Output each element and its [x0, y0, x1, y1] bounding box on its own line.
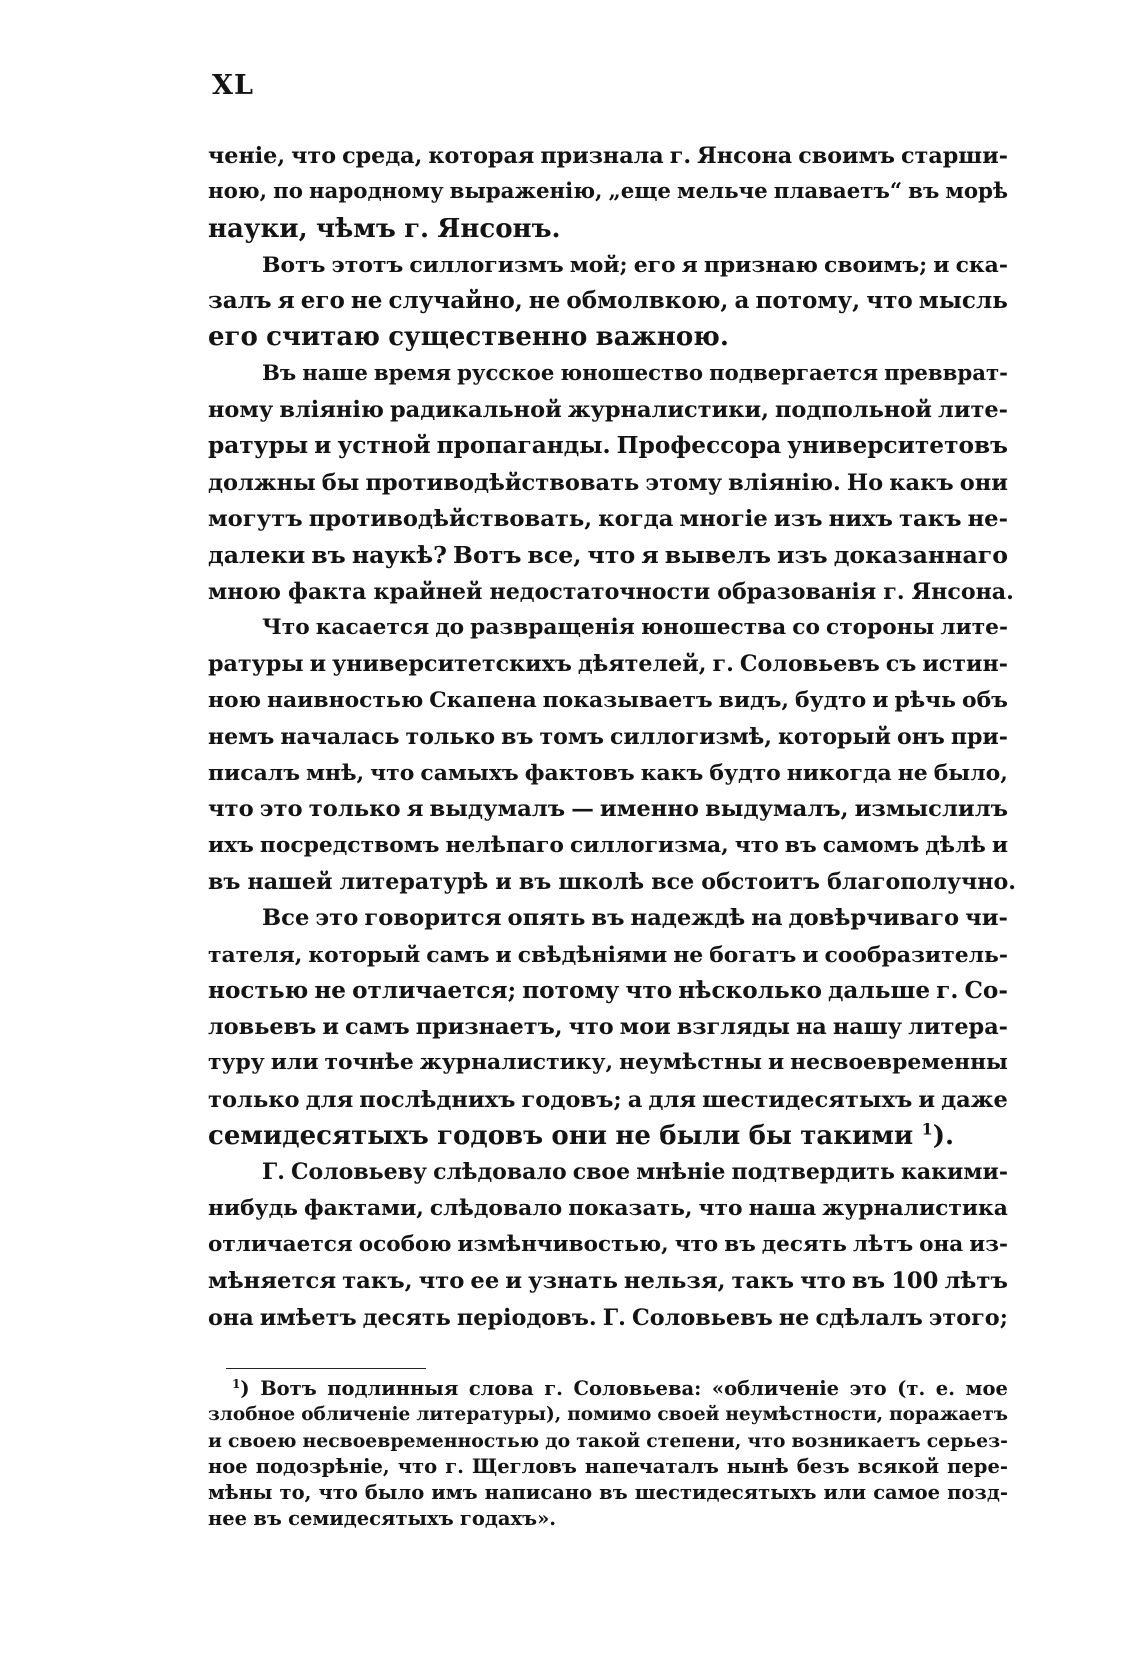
footnote-line: мѣны то, что было имъ написано въ шестидесятыхъ или самое позд- — [208, 1481, 1008, 1504]
text-line: туру или точнѣе журналистику, неумѣстны и несвоевременны — [208, 1050, 1008, 1076]
text-line: могутъ противодѣйствовать, когда многіе изъ нихъ такъ не- — [208, 505, 1008, 532]
footnote-line: злобное обличеніе литературы), помимо своей неумѣстности, поражаетъ — [208, 1404, 1008, 1425]
text-line: ченіе, что среда, которая признала г. Янсона своимъ старши- — [208, 143, 1008, 169]
text-line: въ нашей литературѣ и въ школѣ все обстоитъ благополучно. — [208, 868, 1016, 895]
text-line: Все это говорится опять въ надеждѣ на довѣрчиваго чи- — [262, 905, 1008, 932]
text-line: только для послѣднихъ годовъ; а для шестидесятыхъ и даже — [208, 1086, 1008, 1113]
text-line: далеки въ наукѣ? Вотъ все, что я вывелъ изъ доказаннаго — [208, 541, 1008, 570]
text-line: должны бы противодѣйствовать этому вліянію. Но какъ они — [208, 469, 1008, 496]
text-line: немъ началась только въ томъ силлогизмѣ, который онъ при- — [208, 723, 1008, 750]
text-line: Г. Соловьеву слѣдовало свое мнѣніе подтвердить какими- — [262, 1159, 1008, 1186]
text-line: нибудь фактами, слѣдовало показать, что наша журналистика — [208, 1195, 1008, 1221]
text-line: ною наивностью Скапена показываетъ видъ, будто и рѣчь объ — [208, 687, 1008, 714]
text-line: ихъ посредствомъ нелѣпаго силлогизма, что въ самомъ дѣлѣ и — [208, 832, 1008, 858]
text-line: науки, чѣмъ г. Янсонъ. — [208, 213, 561, 244]
footnote-separator — [226, 1368, 426, 1369]
text-line: ною, по народному выраженію, „еще мельче плаваетъ“ въ морѣ — [208, 179, 1008, 205]
text-line: отличается особою измѣнчивостью, что въ десять лѣтъ она из- — [208, 1231, 1008, 1257]
text-line: его считаю существенно важною. — [208, 322, 729, 353]
text-line: писалъ мнѣ, что самыхъ фактовъ какъ будто никогда не было, — [208, 760, 1008, 787]
text-line: тателя, который самъ и свѣдѣніями не богатъ и сообразитель- — [208, 941, 1008, 968]
text-line: ностью не отличается; потому что нѣсколько дальше г. Со- — [208, 976, 1008, 1004]
text-line: что это только я выдумалъ — именно выдумалъ, измыслилъ — [208, 796, 1008, 823]
text-line: Въ наше время русское юношество подвергается превврат- — [262, 360, 1008, 386]
text-line: Что касается до развращенія юношества со стороны лите- — [262, 614, 1008, 640]
footnote-line: $^1$) Вотъ подлинныя слова г. Соловьева: «обличеніе это (т. е. мое — [232, 1376, 1008, 1400]
text-line: ному вліянію радикальной журналистики, подпольной лите- — [208, 397, 1008, 424]
main-text — [208, 138, 1016, 1336]
page-number: XL — [212, 70, 254, 101]
text-line: мною факта крайней недостаточности образованія г. Янсона. — [208, 578, 1014, 605]
text-line: залъ я его не случайно, не обмолвкою, а потому, что мысль — [208, 287, 1008, 315]
text-line: ратуры и университетскихъ дѣятелей, г. Соловьевъ съ истин- — [208, 651, 1008, 678]
text-line: семидесятыхъ годовъ они не были бы такими $^1$). — [208, 1119, 955, 1152]
text-line: ратуры и устной пропаганды. Профессора университетовъ — [208, 432, 1008, 460]
text-line: ловьевъ и самъ признаетъ, что мои взгляды на нашу литера- — [208, 1014, 1008, 1041]
footnote-line: ное подозрѣніе, что г. Щегловъ напечаталъ нынѣ безъ всякой пере- — [208, 1455, 1008, 1478]
text-line: мѣняется такъ, что ее и узнать нельзя, такъ что въ 100 лѣтъ — [208, 1268, 1008, 1295]
footnote — [208, 1376, 1008, 1532]
footnote-line: и своею несвоевременностью до такой степени, что возникаетъ серьез- — [208, 1430, 1008, 1452]
text-line: Вотъ этотъ силлогизмъ мой; его я признаю своимъ; и ска- — [262, 251, 1008, 278]
footnote-line: нее въ семидесятыхъ годахъ». — [208, 1507, 557, 1530]
text-line: она имѣетъ десять періодовъ. Г. Соловьевъ не сдѣлалъ этого; — [208, 1304, 1008, 1331]
